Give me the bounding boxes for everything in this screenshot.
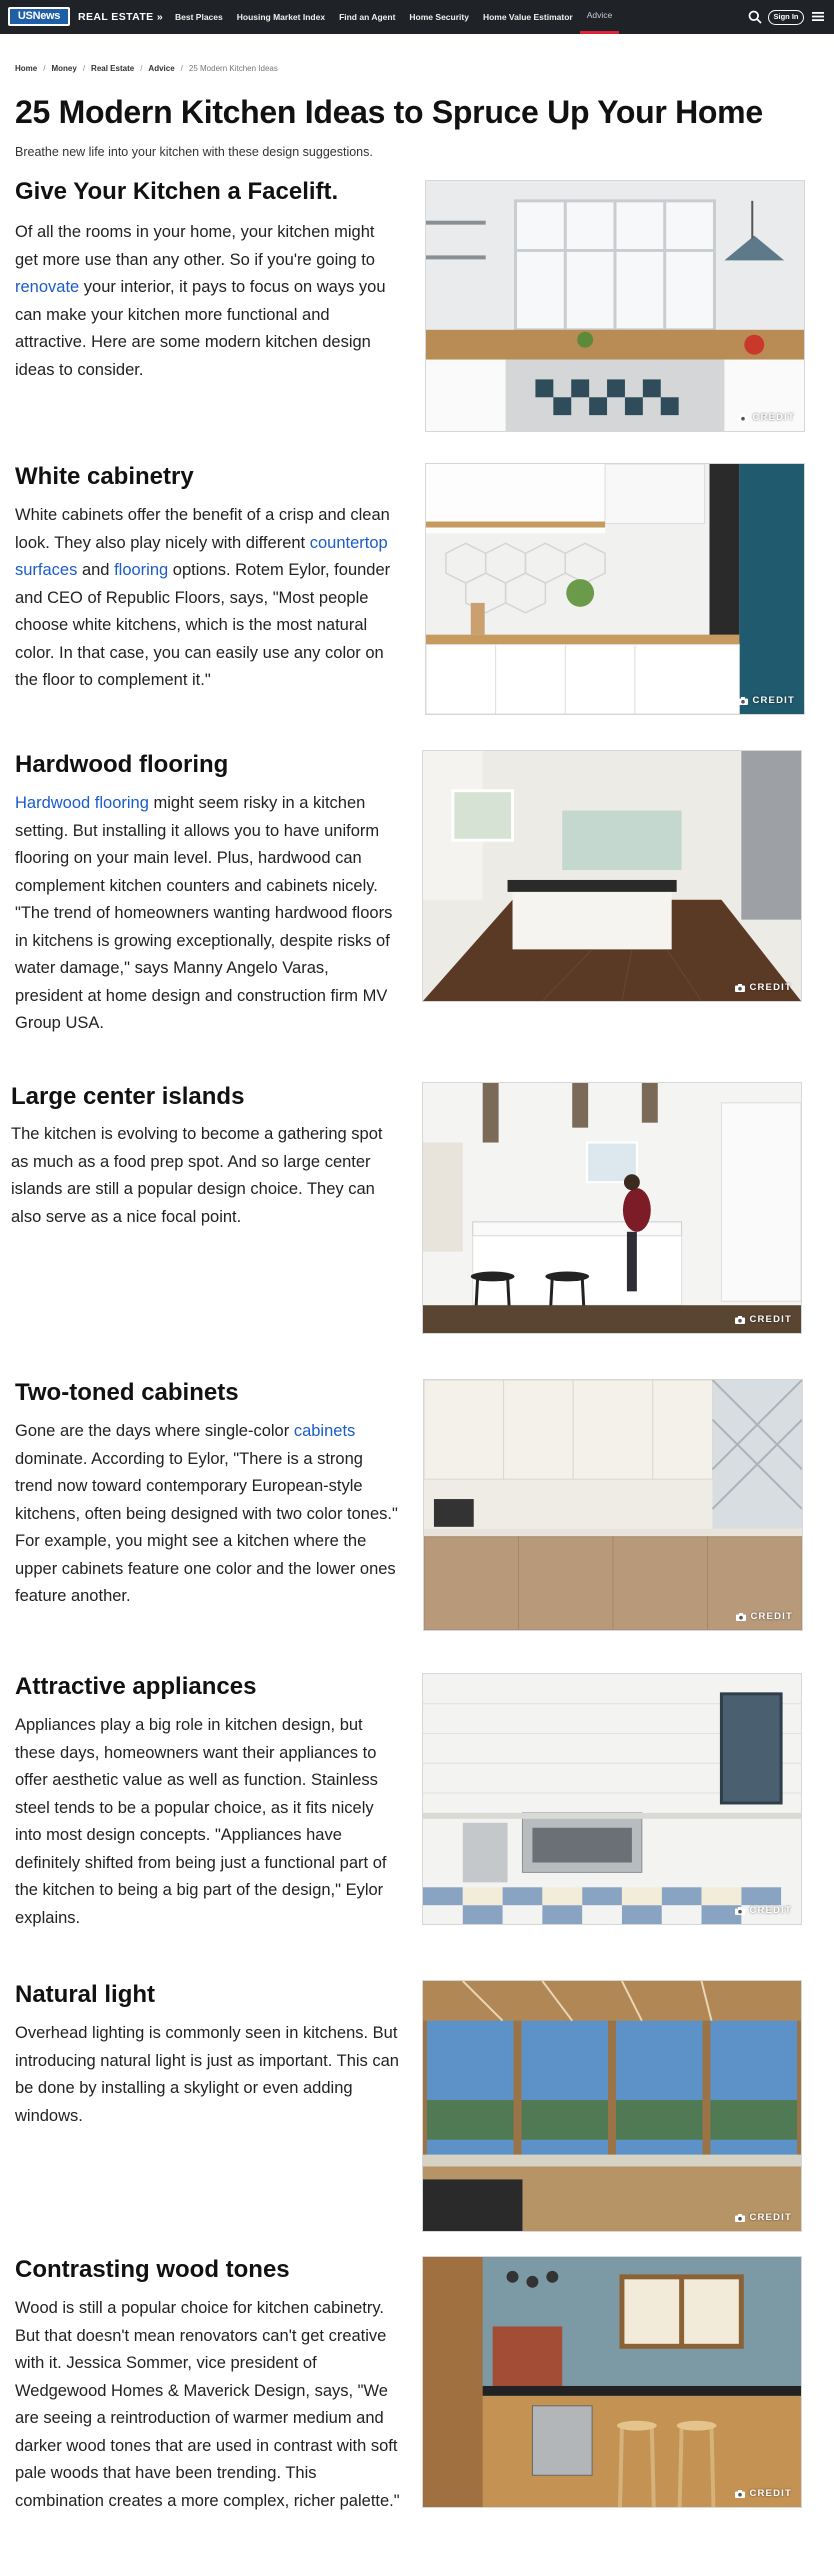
section-heading-contrasting-wood-tones: Contrasting wood tones [15, 2256, 290, 2283]
body-text: Overhead lighting is commonly seen in kitchens. But introducing natural light is just as important. This can be done by installing a skylight or even adding windows. [15, 2024, 399, 2125]
breadcrumb-separator: / [43, 64, 46, 73]
photo-credit[interactable] [735, 982, 792, 993]
renovate-link[interactable]: renovate [15, 278, 80, 296]
breadcrumb [15, 64, 278, 73]
top-navigation-bar [0, 0, 834, 34]
hamburger-menu-icon[interactable] [812, 11, 824, 22]
photo-credit-label: CREDIT [749, 2488, 792, 2499]
page-title: 25 Modern Kitchen Ideas to Spruce Up Your Home [15, 94, 763, 130]
camera-icon [735, 2490, 745, 2498]
body-text: The kitchen is evolving to become a gathering spot as much as a food prep spot. And so large center islands are still a popular design choice. They can also serve as a nice focal point. [11, 1125, 383, 1226]
kitchen-photo-white-cabinetry [425, 463, 805, 715]
usnews-logo[interactable] [8, 7, 70, 26]
photo-credit[interactable] [738, 412, 795, 423]
photo-credit[interactable] [735, 1314, 792, 1325]
section-body-attractive-appliances [15, 1712, 400, 1932]
kitchen-photo-contrasting-wood-tones [422, 2256, 802, 2508]
photo-credit-label: CREDIT [749, 982, 792, 993]
hardwood-flooring-link[interactable]: Hardwood flooring [15, 794, 149, 812]
breadcrumb-separator: / [180, 64, 183, 73]
real-estate-section-link[interactable]: REAL ESTATE » [78, 11, 164, 23]
photo-credit[interactable] [736, 1611, 793, 1622]
body-text: Of all the rooms in your home, your kitchen might get more use than any other. So if you're going to [15, 223, 375, 269]
camera-icon [735, 2214, 745, 2222]
camera-icon [735, 1316, 745, 1324]
kitchen-photo-two-toned-cabinets [423, 1379, 803, 1631]
cabinets-link[interactable]: cabinets [293, 1422, 356, 1440]
search-icon[interactable] [748, 10, 762, 24]
nav-link-advice[interactable]: Advice [580, 0, 620, 34]
body-text: dominate. According to Eylor, "There is a strong trend now toward contemporary European-style kitchens, often being designed with two color tones." For example, you might see a kitchen where the upper cabinets feature one color and the lower ones feature another. [15, 1449, 398, 1605]
breadcrumb-advice[interactable]: Advice [148, 64, 175, 73]
section-heading-two-toned-cabinets: Two-toned cabinets [15, 1379, 239, 1406]
breadcrumb-real-estate[interactable]: Real Estate [91, 64, 135, 73]
nav-links [168, 0, 619, 34]
photo-credit-label: CREDIT [749, 1905, 792, 1916]
breadcrumb-separator: / [140, 64, 143, 73]
section-body-natural-light [15, 2020, 400, 2130]
logo-text: USNews [10, 9, 68, 24]
sign-in-button[interactable]: Sign In [768, 10, 804, 25]
article-subtitle: Breathe new life into your kitchen with these design suggestions. [15, 145, 373, 159]
section-body-contrasting-wood-tones [15, 2295, 400, 2515]
section-heading-hardwood-flooring: Hardwood flooring [15, 751, 229, 778]
section-heading-attractive-appliances: Attractive appliances [15, 1673, 257, 1700]
body-text: options. Rotem Eylor, founder and CEO of Republic Floors, says, "Most people choose white kitchens, which is the most natural color. In that case, you can easily use any color on the floor to complement it." [15, 561, 391, 689]
camera-icon [738, 697, 748, 705]
breadcrumb-separator: / [82, 64, 86, 73]
camera-icon [738, 414, 748, 422]
section-heading-natural-light: Natural light [15, 1981, 156, 2008]
kitchen-photo-hardwood-flooring [422, 750, 802, 1002]
body-text: Appliances play a big role in kitchen design, but these days, homeowners want their appliances to offer aesthetic value as well as function. Stainless steel tends to be a popular choice, as it fits nicely into most design concepts. "Appliances have definitely shifted from being just a functional part of the kitchen to being a big part of the design," Eylor explains. [15, 1716, 387, 1927]
photo-credit[interactable] [735, 2212, 792, 2223]
body-text: might seem risky in a kitchen setting. But installing it allows you to have uniform flooring on your main level. Plus, hardwood can complement kitchen counters and cabinets nicely. "The trend of homeowners wanting hardwood floors in kitchens is growing exceptionally, despite risks of water damage," says Manny Angelo Varas, president at home design and construction firm MV Group USA. [15, 794, 393, 1032]
body-text: Wood is still a popular choice for kitchen cabinetry. But that doesn't mean renovators can't get creative with it. Jessica Sommer, vice president of Wedgewood Homes & Maverick Design, says, "We are seeing a reintroduction of warmer medium and darker wood tones that are used in contrast with soft pale woods that have been trending. This combination creates a more complex, richer palette." [15, 2299, 400, 2510]
photo-credit[interactable] [735, 2488, 792, 2499]
section-heading-facelift: Give Your Kitchen a Facelift. [15, 178, 339, 205]
photo-credit-label: CREDIT [749, 2212, 792, 2223]
nav-link-find-an-agent[interactable]: Find an Agent [339, 12, 396, 22]
photo-credit-label: CREDIT [752, 412, 795, 423]
photo-credit-label: CREDIT [752, 695, 795, 706]
nav-link-home-security[interactable]: Home Security [409, 12, 469, 22]
photo-credit-label: CREDIT [750, 1611, 793, 1622]
section-heading-white-cabinetry: White cabinetry [15, 463, 194, 490]
camera-icon [735, 984, 745, 992]
kitchen-photo-attractive-appliances [422, 1673, 802, 1925]
section-body-facelift [15, 219, 400, 384]
photo-credit[interactable] [735, 1905, 792, 1916]
body-text: White cabinets offer the benefit of a crisp and clean look. They also play nicely with different [15, 506, 390, 552]
nav-link-housing-market-index[interactable]: Housing Market Index [236, 12, 326, 22]
section-body-two-toned-cabinets [15, 1418, 400, 1611]
section-heading-large-center-islands: Large center islands [11, 1083, 245, 1110]
section-body-hardwood-flooring [15, 790, 400, 1038]
photo-credit[interactable] [738, 695, 795, 706]
photo-credit-label: CREDIT [749, 1314, 792, 1325]
kitchen-photo-facelift [425, 180, 805, 432]
nav-link-best-places[interactable]: Best Places [175, 12, 223, 22]
body-text: Gone are the days where single-color [15, 1422, 294, 1440]
breadcrumb-money[interactable]: Money [51, 64, 77, 73]
camera-icon [736, 1613, 746, 1621]
kitchen-photo-large-center-islands [422, 1082, 802, 1334]
breadcrumb-home[interactable]: Home [15, 64, 38, 73]
body-text: your interior, it pays to focus on ways you can make your kitchen more functional and attractive. Here are some modern kitchen design ideas to consider. [15, 278, 386, 379]
section-body-white-cabinetry [15, 502, 400, 695]
body-text: and [77, 561, 115, 579]
flooring-link[interactable]: flooring [114, 561, 169, 579]
nav-link-home-value-estimator[interactable]: Home Value Estimator [482, 12, 573, 22]
camera-icon [735, 1907, 745, 1915]
section-body-large-center-islands [11, 1121, 396, 1231]
kitchen-photo-natural-light [422, 1980, 802, 2232]
countertop-surfaces-link[interactable]: countertop surfaces [15, 533, 388, 579]
breadcrumb-current-page: 25 Modern Kitchen Ideas [188, 64, 278, 73]
